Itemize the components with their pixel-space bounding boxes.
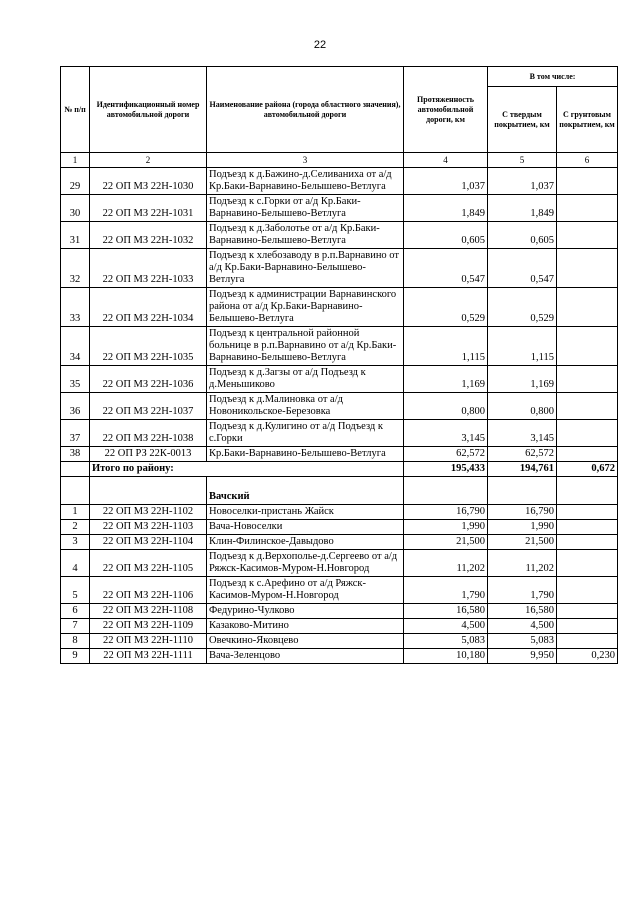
roads-table [60, 66, 618, 664]
table-body-second [61, 505, 618, 664]
road-length: 0,529 [404, 288, 488, 327]
header-dirt: С грунтовым покрытием, км [557, 87, 618, 153]
row-number: 38 [61, 447, 90, 462]
road-name: Подъезд к с.Арефино от а/д Ряжск-Касимов-Муром-Н.Новгород [207, 577, 404, 604]
dirt-length [557, 604, 618, 619]
row-number: 36 [61, 393, 90, 420]
header-including-group: В том числе: [488, 67, 618, 87]
table-row [61, 366, 618, 393]
paved-length: 1,849 [488, 195, 557, 222]
road-id: 22 ОП МЗ 22Н-1032 [90, 222, 207, 249]
road-length: 10,180 [404, 649, 488, 664]
paved-length: 0,529 [488, 288, 557, 327]
road-id: 22 ОП МЗ 22Н-1102 [90, 505, 207, 520]
total-length: 195,433 [404, 462, 488, 477]
page-number: 22 [313, 39, 327, 51]
dirt-length [557, 520, 618, 535]
road-length: 1,790 [404, 577, 488, 604]
column-number: 5 [488, 153, 557, 168]
road-id: 22 ОП МЗ 22Н-1031 [90, 195, 207, 222]
road-name: Казаково-Митино [207, 619, 404, 634]
row-number: 29 [61, 168, 90, 195]
paved-length: 0,547 [488, 249, 557, 288]
paved-length: 5,083 [488, 634, 557, 649]
dirt-length [557, 249, 618, 288]
row-number: 33 [61, 288, 90, 327]
road-name: Вача-Новоселки [207, 520, 404, 535]
table-row [61, 420, 618, 447]
road-length: 1,990 [404, 520, 488, 535]
table-row [61, 195, 618, 222]
paved-length: 0,605 [488, 222, 557, 249]
dirt-length [557, 619, 618, 634]
road-length: 0,605 [404, 222, 488, 249]
dirt-length [557, 327, 618, 366]
header-paved: С твердым покрытием, км [488, 87, 557, 153]
road-id: 22 ОП МЗ 22Н-1033 [90, 249, 207, 288]
total-dirt: 0,672 [557, 462, 618, 477]
dirt-length [557, 577, 618, 604]
row-number: 32 [61, 249, 90, 288]
paved-length: 21,500 [488, 535, 557, 550]
road-id: 22 ОП МЗ 22Н-1103 [90, 520, 207, 535]
table-row [61, 550, 618, 577]
road-id: 22 ОП МЗ 22Н-1030 [90, 168, 207, 195]
table-row [61, 222, 618, 249]
road-length: 0,800 [404, 393, 488, 420]
table-row [61, 288, 618, 327]
paved-length: 1,790 [488, 577, 557, 604]
table-body-first [61, 168, 618, 462]
dirt-length [557, 393, 618, 420]
road-length: 4,500 [404, 619, 488, 634]
row-number: 7 [61, 619, 90, 634]
road-name: Подъезд к д.Бажино-д.Селиваниха от а/д Кр.Баки-Варнавино-Белышево-Ветлуга [207, 168, 404, 195]
paved-length: 16,580 [488, 604, 557, 619]
table-row [61, 619, 618, 634]
paved-length: 1,169 [488, 366, 557, 393]
road-id: 22 ОП МЗ 22Н-1108 [90, 604, 207, 619]
header-number: № п/п [61, 67, 90, 153]
row-number: 3 [61, 535, 90, 550]
dirt-length [557, 288, 618, 327]
header-road-id: Идентификационный номер автомобильной дороги [90, 67, 207, 153]
road-name: Новоселки-пристань Жайск [207, 505, 404, 520]
road-name: Кр.Баки-Варнавино-Белышево-Ветлуга [207, 447, 404, 462]
table-row [61, 168, 618, 195]
table-row [61, 649, 618, 664]
road-id: 22 ОП МЗ 22Н-1104 [90, 535, 207, 550]
table-row [61, 327, 618, 366]
total-row [61, 462, 618, 477]
road-length: 1,169 [404, 366, 488, 393]
paved-length: 1,990 [488, 520, 557, 535]
table-row [61, 535, 618, 550]
table-row [61, 505, 618, 520]
road-id: 22 ОП МЗ 22Н-1109 [90, 619, 207, 634]
road-id: 22 ОП МЗ 22Н-1106 [90, 577, 207, 604]
paved-length: 1,037 [488, 168, 557, 195]
dirt-length [557, 535, 618, 550]
road-name: Подъезд к д.Заболотье от а/д Кр.Баки-Варнавино-Белышево-Ветлуга [207, 222, 404, 249]
road-length: 62,572 [404, 447, 488, 462]
paved-length: 4,500 [488, 619, 557, 634]
total-label: Итого по району: [90, 462, 404, 477]
row-number: 34 [61, 327, 90, 366]
row-number: 2 [61, 520, 90, 535]
road-length: 0,547 [404, 249, 488, 288]
dirt-length [557, 420, 618, 447]
road-name: Подъезд к д.Загзы от а/д Подъезд к д.Меньшиково [207, 366, 404, 393]
dirt-length [557, 195, 618, 222]
dirt-length [557, 366, 618, 393]
table-row [61, 393, 618, 420]
road-length: 1,037 [404, 168, 488, 195]
dirt-length [557, 505, 618, 520]
column-number: 1 [61, 153, 90, 168]
header-road-name: Наименование района (города областного значения), автомобильной дороги [207, 67, 404, 153]
row-number: 9 [61, 649, 90, 664]
road-id: 22 ОП МЗ 22Н-1036 [90, 366, 207, 393]
column-number: 3 [207, 153, 404, 168]
road-name: Подъезд к д.Малиновка от а/д Новоникольское-Березовка [207, 393, 404, 420]
road-name: Федурино-Чулково [207, 604, 404, 619]
total-paved: 194,761 [488, 462, 557, 477]
road-id: 22 ОП МЗ 22Н-1110 [90, 634, 207, 649]
road-name: Клин-Филинское-Давыдово [207, 535, 404, 550]
column-numbers-row [61, 153, 618, 168]
road-length: 5,083 [404, 634, 488, 649]
section-title: Вачский [207, 477, 404, 505]
column-number: 6 [557, 153, 618, 168]
road-length: 1,115 [404, 327, 488, 366]
road-id: 22 ОП МЗ 22Н-1037 [90, 393, 207, 420]
header-length: Протяженность автомобильной дороги, км [404, 67, 488, 153]
road-id: 22 ОП МЗ 22Н-1111 [90, 649, 207, 664]
road-id: 22 ОП РЗ 22К-0013 [90, 447, 207, 462]
road-name: Вача-Зеленцово [207, 649, 404, 664]
row-number: 4 [61, 550, 90, 577]
paved-length: 1,115 [488, 327, 557, 366]
row-number: 35 [61, 366, 90, 393]
road-id: 22 ОП МЗ 22Н-1105 [90, 550, 207, 577]
road-name: Овечкино-Яковцево [207, 634, 404, 649]
road-name: Подъезд к с.Горки от а/д Кр.Баки-Варнавино-Белышево-Ветлуга [207, 195, 404, 222]
table-row [61, 520, 618, 535]
row-number: 1 [61, 505, 90, 520]
table-row [61, 634, 618, 649]
road-length: 16,790 [404, 505, 488, 520]
section-row [61, 477, 618, 505]
road-name: Подъезд к администрации Варнавинского района от а/д Кр.Баки-Варнавино-Белышево-Ветлуга [207, 288, 404, 327]
column-number: 4 [404, 153, 488, 168]
dirt-length [557, 222, 618, 249]
paved-length: 11,202 [488, 550, 557, 577]
road-name: Подъезд к д.Верхополье-д.Сергеево от а/д Ряжск-Касимов-Муром-Н.Новгород [207, 550, 404, 577]
paved-length: 3,145 [488, 420, 557, 447]
row-number: 5 [61, 577, 90, 604]
road-length: 3,145 [404, 420, 488, 447]
row-number: 6 [61, 604, 90, 619]
road-id: 22 ОП МЗ 22Н-1035 [90, 327, 207, 366]
paved-length: 16,790 [488, 505, 557, 520]
table-row [61, 604, 618, 619]
column-number: 2 [90, 153, 207, 168]
dirt-length [557, 634, 618, 649]
table-body-total [61, 462, 618, 505]
road-name: Подъезд к д.Кулигино от а/д Подъезд к с.Горки [207, 420, 404, 447]
dirt-length: 0,230 [557, 649, 618, 664]
paved-length: 9,950 [488, 649, 557, 664]
table-row [61, 249, 618, 288]
table-row [61, 577, 618, 604]
row-number: 30 [61, 195, 90, 222]
road-length: 16,580 [404, 604, 488, 619]
dirt-length [557, 550, 618, 577]
table-row [61, 447, 618, 462]
road-id: 22 ОП МЗ 22Н-1038 [90, 420, 207, 447]
dirt-length [557, 447, 618, 462]
paved-length: 62,572 [488, 447, 557, 462]
paved-length: 0,800 [488, 393, 557, 420]
dirt-length [557, 168, 618, 195]
road-name: Подъезд к хлебозаводу в р.п.Варнавино от а/д Кр.Баки-Варнавино-Белышево-Ветлуга [207, 249, 404, 288]
road-length: 1,849 [404, 195, 488, 222]
road-id: 22 ОП МЗ 22Н-1034 [90, 288, 207, 327]
road-name: Подъезд к центральной районной больнице в р.п.Варнавино от а/д Кр.Баки-Варнавино-Белышево-Ветлуга [207, 327, 404, 366]
row-number: 37 [61, 420, 90, 447]
row-number: 8 [61, 634, 90, 649]
row-number: 31 [61, 222, 90, 249]
road-length: 11,202 [404, 550, 488, 577]
road-length: 21,500 [404, 535, 488, 550]
